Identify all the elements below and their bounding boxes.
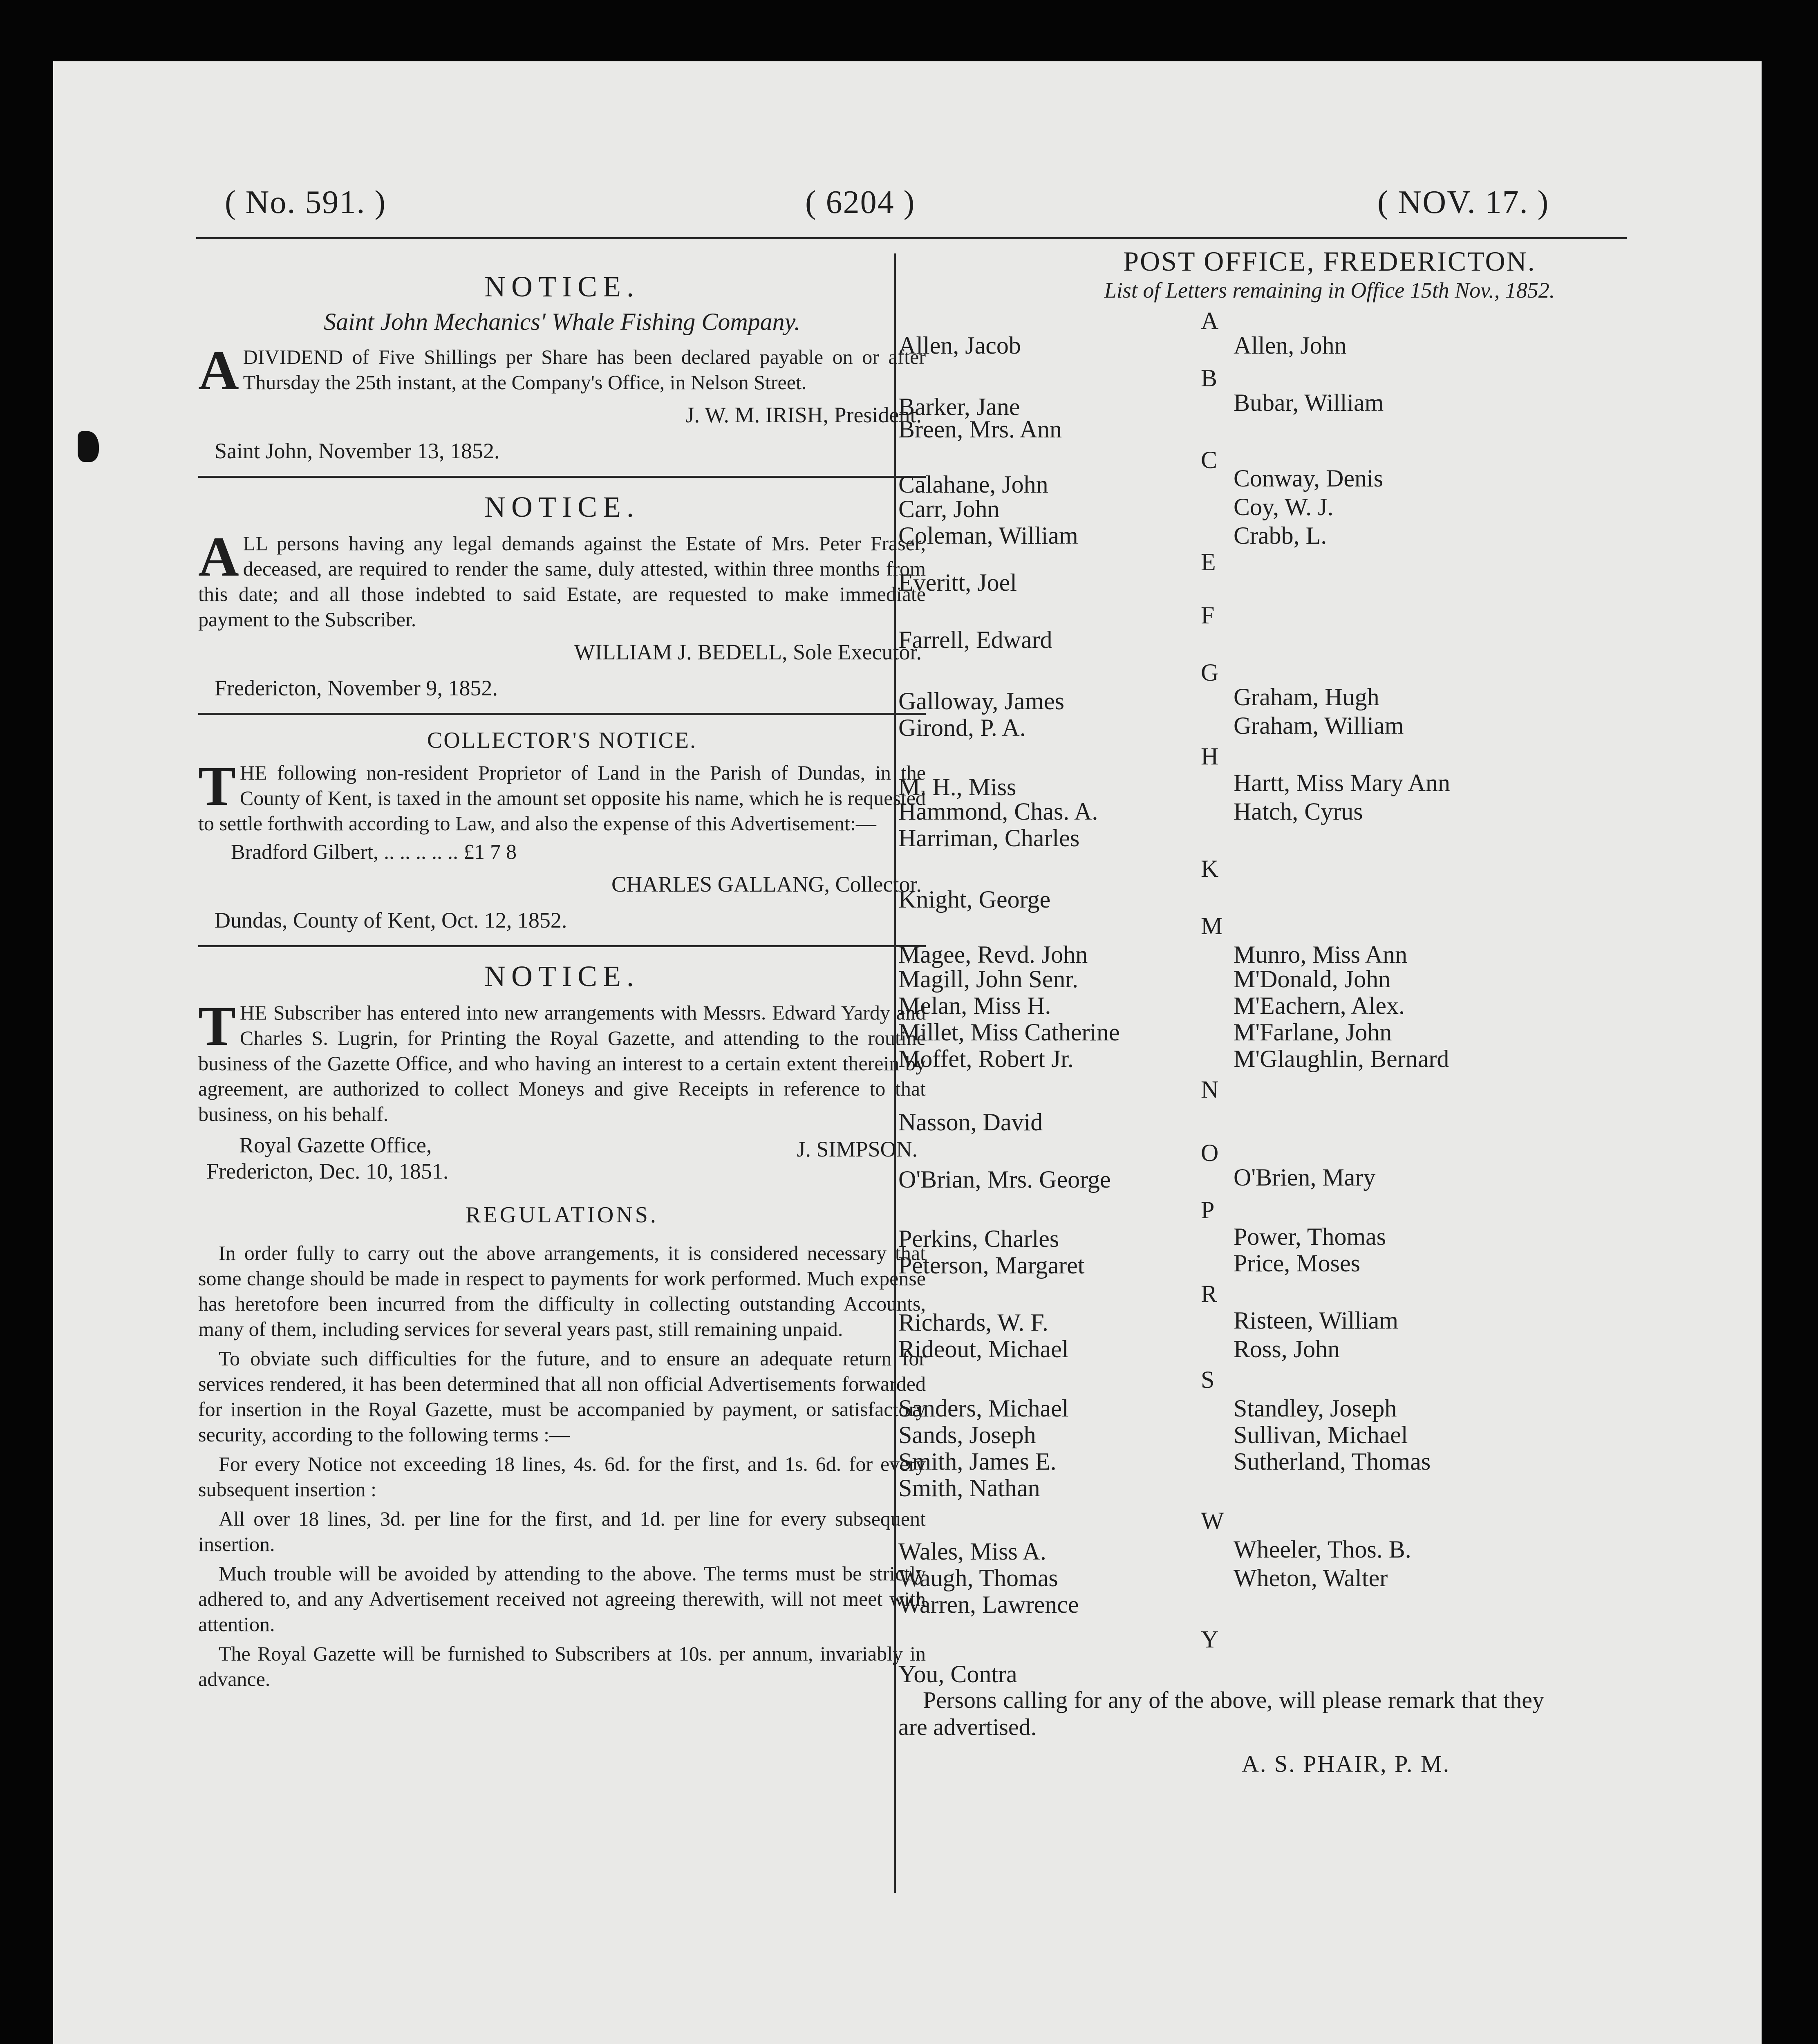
addressee-name: Power, Thomas: [1234, 1223, 1386, 1250]
addressee-name: Perkins, Charles: [898, 1225, 1059, 1252]
notice-signature: CHARLES GALLANG, Collector.: [611, 872, 922, 896]
drop-cap: T: [198, 995, 236, 1057]
addressee-name: Price, Moses: [1234, 1250, 1360, 1277]
regulations-paragraph: To obviate such difficulties for the future, and to ensure an adequate return for services rendered, it has been determined that all non official Advertisements forwarded for insertion in the Royal Gazette, must be accompanied by payment, or satisfactory security, according to the following terms :—: [198, 1347, 926, 1446]
addressee-name: Hartt, Miss Mary Ann: [1234, 769, 1450, 796]
addressee-name: Sutherland, Thomas: [1234, 1448, 1431, 1475]
addressee-name: Waugh, Thomas: [898, 1564, 1058, 1591]
notice-title: COLLECTOR'S NOTICE.: [427, 728, 697, 753]
addressee-name: Bubar, William: [1234, 389, 1384, 416]
regulations: [198, 1202, 926, 1692]
addressee-name: Smith, James E.: [898, 1448, 1057, 1475]
collectors-notice: [198, 727, 926, 933]
notice-body: HE following non-resident Proprietor of Land in the Parish of Dundas, in the County of Kent, is taxed in the amount set opposite his name, which he is requested to settle forthwith according to Law, and also the expense of this Advertisement:—: [198, 761, 926, 835]
notice-place: Royal Gazette Office,: [239, 1133, 432, 1157]
notice-signature: WILLIAM J. BEDELL, Sole Executor.: [574, 640, 922, 664]
letter-list: [890, 307, 1762, 1820]
addressee-name: Conway, Denis: [1234, 465, 1384, 492]
addressee-name: Peterson, Margaret: [898, 1252, 1085, 1279]
addressee-name: M'Farlane, John: [1234, 1019, 1392, 1046]
notice-title: NOTICE.: [484, 960, 640, 993]
header-rule: [196, 237, 1627, 239]
notice-date: Saint John, November 13, 1852.: [215, 439, 500, 463]
addressee-name: Risteen, William: [1234, 1307, 1399, 1334]
post-office-subtitle: List of Letters remaining in Office 15th Nov., 1852.: [1104, 278, 1555, 303]
page-number: ( 6204 ): [805, 184, 916, 220]
post-office-list: [890, 246, 1762, 1820]
addressee-name: Breen, Mrs. Ann: [898, 416, 1062, 443]
addressee-name: Smith, Nathan: [898, 1475, 1040, 1502]
addressee-name: Sands, Joseph: [898, 1421, 1036, 1448]
post-office-title: POST OFFICE, FREDERICTON.: [1123, 246, 1536, 277]
notice-body: HE Subscriber has entered into new arrangements with Messrs. Edward Yardy and Charles S. Lugrin, for Printing the Royal Gazette, and attending to the routine business of the Gazette Office, and who having an interest to a certain extent therein by agreement, are authorized to collect Moneys and give Receipts in reference to that business, on his behalf.: [198, 1001, 926, 1125]
addressee-name: Richards, W. F.: [898, 1309, 1048, 1336]
addressee-name: Galloway, James: [898, 688, 1064, 715]
notice-signature: J. SIMPSON.: [797, 1137, 918, 1161]
addressee-name: Melan, Miss H.: [898, 992, 1051, 1019]
addressee-name: Millet, Miss Catherine: [898, 1019, 1120, 1046]
notice-date: Fredericton, Dec. 10, 1851.: [206, 1159, 449, 1183]
letter-heading: H: [1201, 743, 1219, 770]
addressee-name: Wheton, Walter: [1234, 1564, 1388, 1591]
addressee-name: Knight, George: [898, 886, 1051, 913]
postmaster-signature: A. S. PHAIR, P. M.: [1242, 1750, 1451, 1777]
letter-heading: S: [1201, 1366, 1215, 1393]
addressee-name: Carr, John: [898, 495, 1000, 522]
addressee-name: Everitt, Joel: [898, 569, 1017, 596]
addressee-name: Magill, John Senr.: [898, 966, 1079, 993]
letter-heading: W: [1201, 1507, 1224, 1534]
left-column: [198, 253, 926, 1692]
letter-heading: G: [1201, 659, 1219, 686]
addressee-name: Moffet, Robert Jr.: [898, 1045, 1074, 1072]
letter-heading: N: [1201, 1076, 1219, 1103]
addressee-name: Coleman, William: [898, 522, 1078, 549]
addressee-name: You, Contra: [898, 1661, 1017, 1688]
notice-date: Dundas, County of Kent, Oct. 12, 1852.: [215, 908, 567, 932]
notice-title: NOTICE.: [484, 491, 640, 523]
addressee-name: Ross, John: [1234, 1336, 1340, 1363]
addressee-name: Girond, P. A.: [898, 714, 1026, 741]
addressee-name: Barker, Jane: [898, 393, 1020, 420]
addressee-name: O'Brian, Mrs. George: [898, 1166, 1111, 1193]
addressee-name: Calahane, John: [898, 471, 1048, 498]
addressee-name: Allen, John: [1234, 332, 1347, 359]
gazette-notice: [198, 959, 926, 1194]
letter-heading: P: [1201, 1197, 1215, 1224]
addressee-name: Allen, Jacob: [898, 332, 1021, 359]
regulations-paragraph: Much trouble will be avoided by attending to the above. The terms must be strictly adhered to, and any Advertisement received not agreeing therewith, will not meet with attention.: [198, 1562, 926, 1636]
whale-company-notice: [198, 270, 926, 464]
notice-date: Fredericton, November 9, 1852.: [215, 676, 498, 700]
addressee-name: Magee, Revd. John: [898, 941, 1088, 968]
section-rule: [198, 945, 926, 947]
addressee-name: Warren, Lawrence: [898, 1591, 1079, 1618]
addressee-name: Wales, Miss A.: [898, 1538, 1046, 1565]
regulations-paragraph: The Royal Gazette will be furnished to Subscribers at 10s. per annum, invariably in advance.: [198, 1642, 926, 1690]
section-rule: [198, 713, 926, 715]
addressee-name: Munro, Miss Ann: [1234, 941, 1408, 968]
letter-heading: A: [1201, 307, 1219, 334]
drop-cap: A: [198, 339, 239, 401]
closing-note: Persons calling for any of the above, will please remark that they are advertised.: [898, 1687, 1544, 1740]
notice-signature: J. W. M. IRISH, President.: [685, 403, 922, 427]
letter-heading: R: [1201, 1280, 1218, 1307]
letter-heading: M: [1201, 912, 1223, 939]
addressee-name: Hatch, Cyrus: [1234, 798, 1363, 825]
addressee-name: O'Brien, Mary: [1234, 1164, 1376, 1191]
drop-cap: T: [198, 755, 236, 817]
regulations-paragraph: For every Notice not exceeding 18 lines, 4s. 6d. for the first, and 1s. 6d. for every subsequent insertion :: [198, 1452, 926, 1501]
regulations-paragraph: In order fully to carry out the above arrangements, it is considered necessary that some change should be made in respect to payments for work performed. Much expense has heretofore been incurred from the difficulty in collecting outstanding Accounts, many of them, including services for several years past, still remaining unpaid.: [198, 1242, 926, 1340]
letter-heading: O: [1201, 1139, 1219, 1166]
addressee-name: Graham, Hugh: [1234, 684, 1379, 710]
addressee-name: Wheeler, Thos. B.: [1234, 1536, 1411, 1563]
tax-entry: Bradford Gilbert, .. .. .. .. .. £1 7 8: [231, 840, 517, 864]
letter-heading: C: [1201, 446, 1218, 473]
addressee-name: Rideout, Michael: [898, 1336, 1069, 1363]
letter-heading: E: [1201, 549, 1216, 576]
notice-title: NOTICE.: [484, 270, 640, 303]
addressee-name: Crabb, L.: [1234, 522, 1327, 549]
addressee-name: Graham, William: [1234, 712, 1404, 739]
notice-body: DIVIDEND of Five Shillings per Share has been declared payable on or after Thursday the 25th instant, at the Company's Office, in Nelson Street.: [243, 345, 926, 394]
addressee-name: Hammond, Chas. A.: [898, 798, 1098, 825]
letter-heading: F: [1201, 602, 1215, 629]
document-page: [53, 61, 1762, 2044]
addressee-name: Standley, Joseph: [1234, 1395, 1397, 1422]
addressee-name: Harriman, Charles: [898, 825, 1080, 852]
addressee-name: Sanders, Michael: [898, 1395, 1069, 1422]
letter-heading: B: [1201, 365, 1218, 392]
estate-notice: [198, 490, 926, 701]
addressee-name: Nasson, David: [898, 1109, 1043, 1136]
regulations-title: REGULATIONS.: [466, 1202, 658, 1228]
addressee-name: M'Eachern, Alex.: [1234, 992, 1405, 1019]
notice-body: LL persons having any legal demands against the Estate of Mrs. Peter Fraser, deceased, are required to render the same, duly attested, within three months from this date; and all those indebted to said Estate, are requested to make immediate payment to the Subscriber.: [198, 532, 926, 631]
issue-number: ( No. 591. ): [225, 184, 387, 220]
issue-date: ( NOV. 17. ): [1377, 184, 1549, 220]
addressee-name: M'Donald, John: [1234, 966, 1391, 993]
addressee-name: M. H., Miss: [898, 773, 1016, 800]
margin-mark: [78, 431, 99, 462]
section-rule: [198, 476, 926, 478]
drop-cap: A: [198, 525, 239, 588]
addressee-name: Farrell, Edward: [898, 626, 1052, 653]
regulations-paragraph: All over 18 lines, 3d. per line for the first, and 1d. per line for every subsequent insertion.: [198, 1507, 926, 1555]
addressee-name: Sullivan, Michael: [1234, 1421, 1408, 1448]
letter-heading: Y: [1201, 1626, 1219, 1653]
addressee-name: Coy, W. J.: [1234, 493, 1334, 520]
addressee-name: M'Glaughlin, Bernard: [1234, 1045, 1449, 1072]
letter-heading: K: [1201, 855, 1219, 882]
notice-subtitle: Saint John Mechanics' Whale Fishing Company.: [324, 308, 800, 335]
